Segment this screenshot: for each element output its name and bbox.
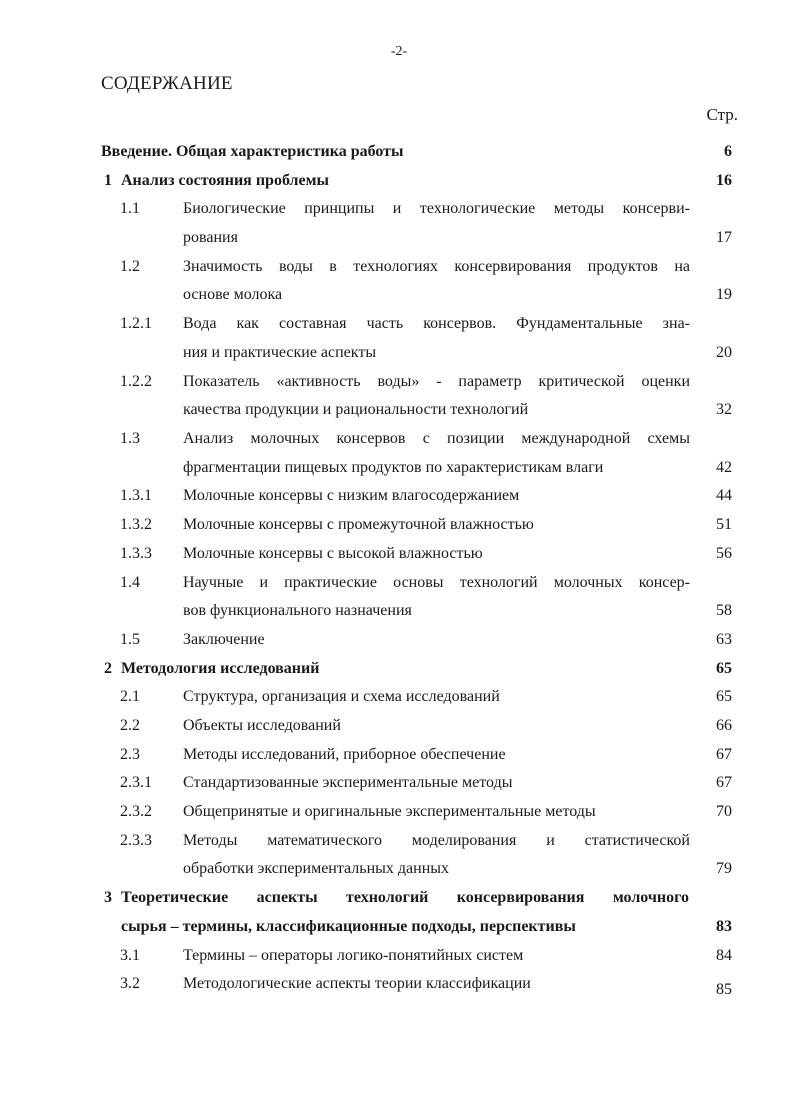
toc-entry-number: 2.3.3 [120,831,152,849]
toc-entry-page: 67 [716,745,732,763]
toc-entry [0,947,798,976]
toc-entry-page: 84 [716,946,732,964]
toc-entry-number: 1.2.1 [120,315,152,333]
toc-entry-number: 2.3.1 [120,774,152,792]
toc-entry [0,172,798,201]
toc-entry-title-line: Методология исследований [121,659,320,677]
toc-entry-title-line: Молочные консервы с высокой влажностью [183,544,483,562]
toc-entry [0,574,798,631]
toc-entry-title-line: Общепринятые и оригинальные экспериментальные методы [183,803,596,821]
toc-entry-number: 1.2.2 [120,372,152,390]
toc-entry [0,545,798,574]
toc-entry-number: 1.3.2 [120,516,152,534]
page-number: -2- [390,44,408,59]
toc-entry [0,803,798,832]
toc-entry [0,373,798,430]
toc-entry-page: 42 [716,458,732,476]
toc-entry-page: 58 [716,602,732,620]
toc-entry [0,631,798,660]
toc-entry-page: 51 [716,516,732,534]
toc-entry [0,660,798,689]
toc-entry-number: 1.5 [120,630,140,648]
toc-entry-page: 70 [716,803,732,821]
toc-entry-title-line: Научные и практические основы технологий молочных консер- [183,573,690,591]
toc-entry-page: 65 [716,688,732,706]
toc-entry-page: 83 [716,917,732,935]
toc-entry-number: 3.2 [120,975,140,993]
toc-entry-title-line: Молочные консервы с низким влагосодержанием [183,487,520,505]
toc-entry [0,143,798,172]
toc-entry [0,315,798,372]
toc-entry-page: 20 [716,343,732,361]
toc-entry [0,975,798,1004]
toc-entry-page: 16 [716,171,732,189]
toc-entry-title-line: Стандартизованные экспериментальные методы [183,774,513,792]
toc-entry-page: 63 [716,630,732,648]
toc-entry-number: 1 [104,171,112,189]
toc-entry [0,688,798,717]
toc-entry-page: 6 [724,143,732,160]
toc-entry-title-line: ния и практические аспекты [183,343,377,361]
toc-entry-page: 66 [716,717,732,734]
toc-entry-page: 67 [716,774,732,792]
toc-entry-number: 1.3.1 [120,487,152,505]
toc-entry [0,516,798,545]
toc-entry-title-line: Анализ молочных консервов с позиции международной схемы [183,430,690,447]
toc-entry-page: 85 [716,981,732,999]
toc-entry-number: 2.2 [120,717,140,734]
toc-entry [0,746,798,775]
toc-entry-title-line: основе молока [183,286,283,304]
page-column-label: Стр. [706,105,738,124]
toc-entry-title-line: Термины – операторы логико-понятийных систем [183,946,524,964]
toc-entry-title-line: Объекты исследований [183,717,341,734]
toc-entry-page: 56 [716,544,732,562]
toc-entry [0,717,798,746]
toc-entry-title-line: Структура, организация и схема исследований [183,688,500,706]
toc-entry-title-line: качества продукции и рациональности технологий [183,401,529,419]
toc-entry-number: 1.4 [120,573,140,591]
toc-entry-title-line: обработки экспериментальных данных [183,860,449,878]
toc-entry [0,200,798,257]
toc-entry-title-line: Биологические принципы и технологические методы консерви- [183,200,690,218]
toc-entry-page: 19 [716,286,732,304]
toc-entry-title-line: Методы исследований, приборное обеспечение [183,745,506,763]
toc-entry-page: 17 [716,229,732,247]
toc-entry-title-line: Вода как составная часть консервов. Фундаментальные зна- [183,315,690,333]
toc-entry-title-line: вов функционального назначения [183,602,412,620]
toc-entry-title-line: Введение. Общая характеристика работы [101,143,404,160]
toc-entry [0,889,798,946]
toc-entry-number: 2 [104,659,112,677]
toc-entry [0,774,798,803]
toc-entry-page: 44 [716,487,732,505]
toc-entry-title-line: Методологические аспекты теории классификации [183,975,531,993]
toc-entry [0,487,798,516]
toc-entry-title-line: Методы математического моделирования и статистической [183,831,690,849]
toc-entry-number: 3 [104,889,112,907]
toc-entry-title-line: сырья – термины, классификационные подходы, перспективы [121,917,576,935]
toc-entry-number: 1.1 [120,200,140,218]
toc-entry-number: 2.1 [120,688,140,706]
toc-entry-title-line: Теоретические аспекты технологий консервирования молочного [121,889,689,907]
toc-entry-title-line: Показатель «активность воды» - параметр критической оценки [183,372,690,390]
toc-entry [0,832,798,889]
toc-entry-number: 1.2 [120,257,140,275]
toc-entry [0,258,798,315]
toc-entry-title-line: фрагментации пищевых продуктов по характеристикам влаги [183,458,604,476]
toc-entry-title-line: Заключение [183,630,265,648]
toc-entry-page: 65 [716,659,732,677]
toc-entry-number: 2.3.2 [120,803,152,821]
toc-entry-title-line: Молочные консервы с промежуточной влажностью [183,516,534,534]
toc-entry-number: 1.3.3 [120,544,152,562]
toc-entry-number: 3.1 [120,946,140,964]
toc-heading: СОДЕРЖАНИЕ [101,73,233,94]
toc-entry-number: 1.3 [120,430,140,447]
toc-entry-title-line: Анализ состояния проблемы [121,171,330,189]
toc-entry-page: 32 [716,401,732,419]
toc-entry-page: 79 [716,860,732,878]
toc-entry [0,430,798,487]
toc-entry-number: 2.3 [120,745,140,763]
toc-entry-title-line: рования [183,229,238,247]
toc-entry-title-line: Значимость воды в технологиях консервирования продуктов на [183,257,690,275]
